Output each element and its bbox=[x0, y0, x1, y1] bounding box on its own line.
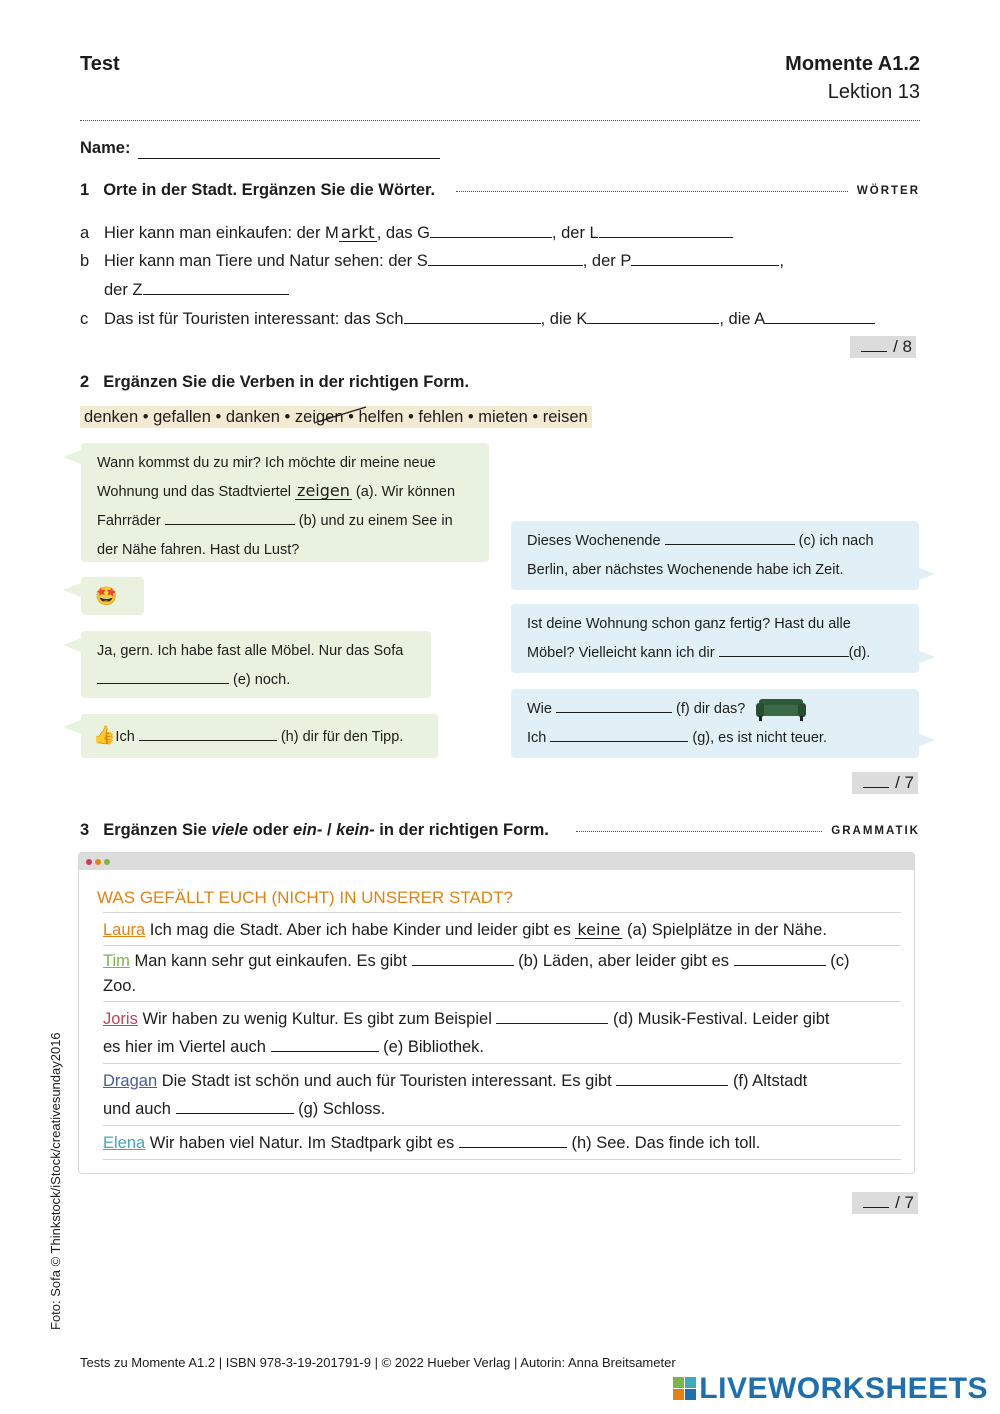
exercise1-b: b Hier kann man Tiere und Natur sehen: der S , der P , bbox=[80, 249, 784, 271]
bubble-tail bbox=[917, 567, 935, 581]
liveworksheets-logo[interactable]: LIVEWORKSHEETS bbox=[673, 1372, 988, 1406]
section1-tag: WÖRTER bbox=[856, 185, 920, 197]
footer-text: Tests zu Momente A1.2 | ISBN 978-3-19-201791-9 | © 2022 Hueber Verlag | Autorin: Anna Breitsameter bbox=[80, 1355, 676, 1370]
thumbs-up-icon: 👍 bbox=[93, 725, 116, 745]
name-label: Name: bbox=[80, 139, 131, 157]
forum-post-elena: Elena Wir haben viel Natur. Im Stadtpark gibt es (h) See. Das finde ich toll. bbox=[103, 1125, 901, 1160]
forum-post-dragan: Dragan Die Stadt ist schön und auch für Touristen interessant. Es gibt (f) Altstadt und auch (g) Schloss. bbox=[103, 1063, 901, 1125]
answer-blank[interactable] bbox=[665, 530, 795, 545]
page-title: Test bbox=[80, 53, 120, 75]
answer-blank[interactable] bbox=[97, 669, 229, 684]
answer-example: arkt bbox=[340, 223, 375, 243]
lesson-title: Lektion 13 bbox=[827, 81, 920, 103]
section3-leader bbox=[576, 830, 822, 832]
forum-post-laura: Laura Ich mag die Stadt. Aber ich habe Kinder und leider gibt es keine (a) Spielplätze in der Nähe. bbox=[103, 912, 901, 946]
chat-bubble-e: Ja, gern. Ich habe fast alle Möbel. Nur das Sofa (e) noch. bbox=[81, 631, 431, 698]
answer-blank[interactable] bbox=[550, 727, 688, 742]
section1-leader bbox=[456, 190, 848, 192]
exercise1-b2: der Z bbox=[80, 278, 289, 300]
score-box: / 7 bbox=[852, 772, 918, 794]
answer-blank[interactable] bbox=[176, 1097, 294, 1114]
answer-blank[interactable] bbox=[139, 726, 277, 741]
chat-bubble-d: Ist deine Wohnung schon ganz fertig? Hast du alle Möbel? Vielleicht kann ich dir (d). bbox=[511, 604, 919, 673]
answer-blank[interactable] bbox=[599, 221, 733, 238]
answer-blank[interactable] bbox=[404, 307, 541, 324]
answer-example: keine bbox=[577, 920, 621, 939]
strikethrough-mark bbox=[310, 403, 370, 427]
bubble-tail bbox=[63, 583, 81, 597]
window-titlebar bbox=[79, 853, 914, 870]
header-divider bbox=[80, 119, 920, 121]
window-dot-icon bbox=[86, 859, 92, 865]
answer-example: zeigen bbox=[297, 481, 350, 500]
chat-bubble-emoji bbox=[81, 577, 144, 615]
answer-blank[interactable] bbox=[765, 307, 875, 324]
username: Elena bbox=[103, 1134, 146, 1152]
exercise1-a: a Hier kann man einkaufen: der M arkt , das G , der L bbox=[80, 221, 733, 243]
window-dot-icon bbox=[104, 859, 110, 865]
name-input[interactable] bbox=[138, 138, 440, 159]
chat-bubble-fg: Wie (f) dir das? Ich (g), es ist nicht teuer. bbox=[511, 689, 919, 758]
forum-post-tim: Tim Man kann sehr gut einkaufen. Es gibt (b) Läden, aber leider gibt es (c) Zoo. bbox=[103, 945, 901, 1003]
answer-blank[interactable] bbox=[587, 307, 719, 324]
username: Dragan bbox=[103, 1072, 158, 1090]
answer-blank[interactable] bbox=[496, 1007, 608, 1024]
bubble-tail bbox=[63, 720, 81, 734]
exercise1-c: c Das ist für Touristen interessant: das Sch , die K , die A bbox=[80, 307, 875, 329]
score-box: / 8 bbox=[850, 336, 916, 358]
answer-blank[interactable] bbox=[459, 1131, 567, 1148]
answer-blank[interactable] bbox=[616, 1069, 728, 1086]
answer-blank[interactable] bbox=[556, 698, 672, 713]
bubble-tail bbox=[917, 650, 935, 664]
answer-blank[interactable] bbox=[412, 949, 514, 966]
forum-title: WAS GEFÄLLT EUCH (NICHT) IN UNSERER STADT? bbox=[97, 888, 513, 907]
window-dot-icon bbox=[95, 859, 101, 865]
bubble-tail bbox=[917, 733, 935, 747]
username: Laura bbox=[103, 921, 146, 939]
section3-heading: 3 Ergänzen Sie viele oder ein- / kein- in der richtigen Form. bbox=[80, 821, 549, 839]
logo-grid-icon bbox=[673, 1377, 697, 1401]
answer-blank[interactable] bbox=[430, 221, 552, 238]
section3-tag: GRAMMATIK bbox=[831, 825, 920, 837]
answer-blank[interactable] bbox=[143, 278, 289, 295]
bubble-tail bbox=[63, 450, 81, 464]
star-eyes-emoji-icon: 🤩 bbox=[95, 586, 118, 606]
answer-blank[interactable] bbox=[271, 1035, 379, 1052]
forum-window bbox=[78, 852, 915, 1174]
score-box: / 7 bbox=[852, 1192, 918, 1214]
chat-bubble-a: Wann kommst du zu mir? Ich möchte dir meine neue Wohnung und das Stadtviertel zeigen (a). Wir können Fahrräder (b) und zu einem See in der Nähe fahren. Hast du Lust? bbox=[81, 443, 489, 562]
bubble-tail bbox=[63, 638, 81, 652]
chat-bubble-c: Dieses Wochenende (c) ich nach Berlin, aber nächstes Wochenende habe ich Zeit. bbox=[511, 521, 919, 590]
forum-post-joris: Joris Wir haben zu wenig Kultur. Es gibt zum Beispiel (d) Musik-Festival. Leider gibt es hier im Viertel auch (e) Bibliothek. bbox=[103, 1001, 901, 1063]
chat-bubble-h: 👍Ich (h) dir für den Tipp. bbox=[81, 714, 438, 758]
answer-blank[interactable] bbox=[734, 949, 826, 966]
answer-blank[interactable] bbox=[428, 249, 583, 266]
book-title: Momente A1.2 bbox=[785, 53, 920, 75]
answer-blank[interactable] bbox=[719, 642, 849, 657]
username: Tim bbox=[103, 952, 130, 970]
section1-heading: 1 Orte in der Stadt. Ergänzen Sie die Wörter. bbox=[80, 181, 436, 199]
answer-blank[interactable] bbox=[631, 249, 779, 266]
username: Joris bbox=[103, 1010, 138, 1028]
answer-blank[interactable] bbox=[165, 510, 295, 525]
photo-credit: Foto: Sofa © Thinkstock/iStock/creativesunday2016 bbox=[48, 1032, 63, 1330]
section2-heading: 2 Ergänzen Sie die Verben in der richtigen Form. bbox=[80, 373, 470, 391]
sofa-icon bbox=[755, 695, 807, 723]
word-box: denken • gefallen • danken • zeigen • helfen • fehlen • mieten • reisen bbox=[80, 406, 592, 428]
